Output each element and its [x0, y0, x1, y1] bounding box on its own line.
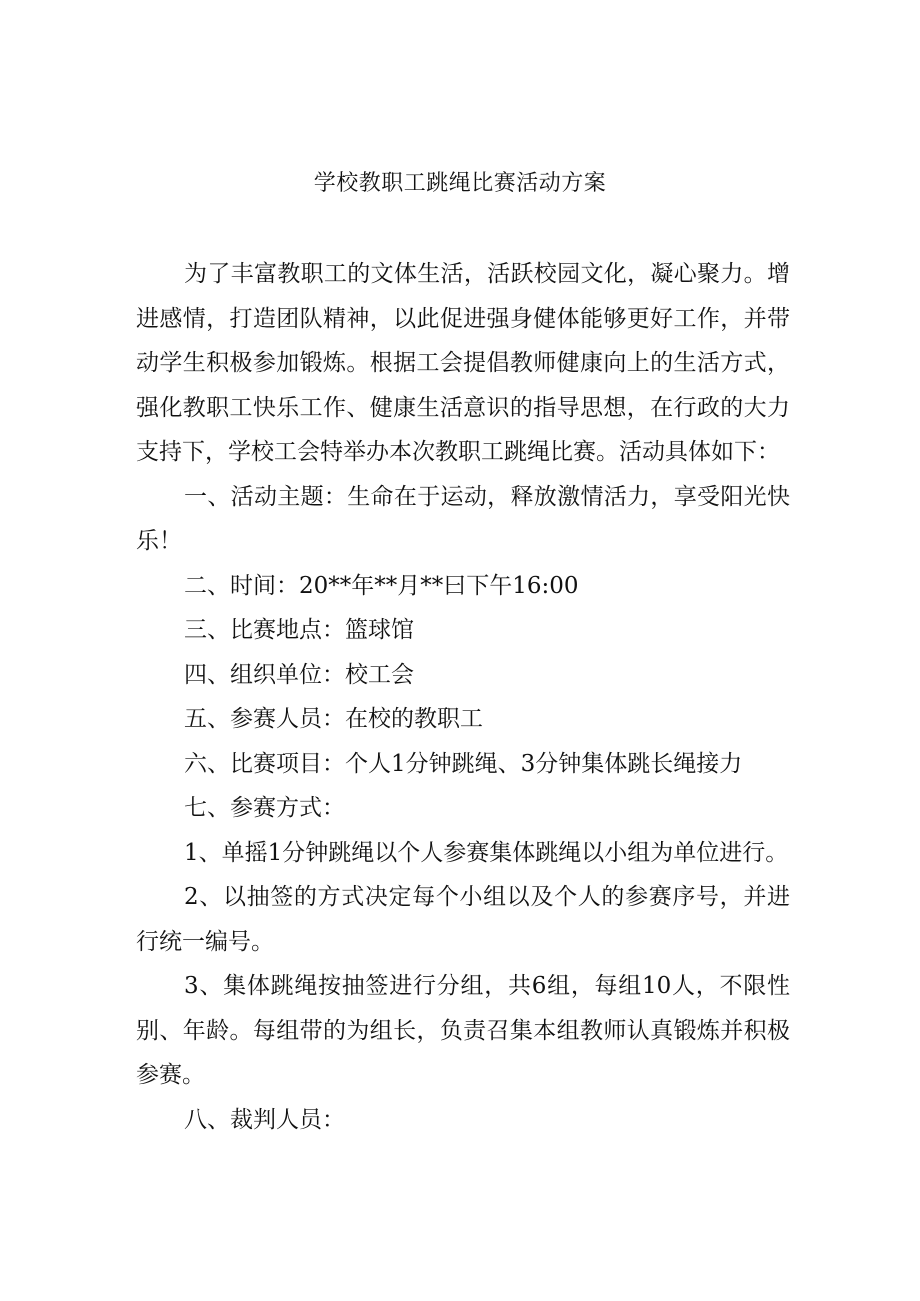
method-item-1: 1、单摇1分钟跳绳以个人参赛集体跳绳以小组为单位进行。	[184, 839, 789, 866]
intro-paragraph: 为了丰富教职工的文体生活，活跃校园文化，凝心聚力。增进感情，打造团队精神，以此促进强身健体能够更好工作，并带动学生积极参加锻炼。根据工会提倡教师健康向上的生活方式，强化教职工快乐工作、健康生活意识的指导思想，在行政的大力支持下，学校工会特举办本次教职工跳绳比赛。活动具体如下：	[136, 261, 790, 465]
section-participants: 五、参赛人员：在校的教职工	[184, 706, 483, 732]
section-activity-theme: 一、活动主题：生命在于运动，释放激情活力，享受阳光快乐！	[136, 483, 790, 554]
method-item-2: 2、以抽签的方式决定每个小组以及个人的参赛序号，并进行统一编号。	[136, 884, 790, 955]
document-body	[136, 252, 790, 1142]
section-venue: 三、比赛地点：篮球馆	[184, 617, 414, 643]
section-referees: 八、裁判人员：	[184, 1106, 345, 1133]
section-participation-method: 七、参赛方式：	[184, 795, 345, 821]
section-events: 六、比赛项目：个人1分钟跳绳、3分钟集体跳长绳接力	[184, 750, 743, 777]
method-item-3: 3、集体跳绳按抽签进行分组，共6组，每组10人，不限性别、年龄。每组带的为组长，负责召集本组教师认真锻炼并积极参赛。	[136, 973, 790, 1088]
section-time: 二、时间：20**年**月**曰下午16:00	[184, 572, 579, 599]
document-title: 学校教职工跳绳比赛活动方案	[313, 171, 607, 196]
section-organizer: 四、组织单位：校工会	[184, 661, 414, 688]
